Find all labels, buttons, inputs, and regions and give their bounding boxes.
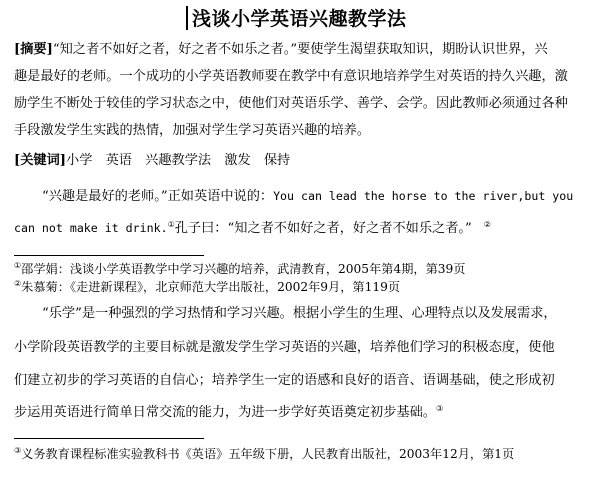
abstract-line-1	[14, 42, 548, 58]
keywords-text: 小学 英语 兴趣教学法 激发 保持	[66, 153, 291, 168]
para2-line-3: 们建立初步的学习英语的自信心；培养学生一定的语感和良好的语音、语调基础，使之形成初	[14, 373, 555, 388]
footnote-3	[14, 447, 514, 463]
footnote-separator-2	[14, 438, 204, 439]
para2-line-1: “乐学”是一种强烈的学习热情和学习兴趣。根据小学生的生理、心理特点以及发展需求，	[42, 306, 557, 321]
para1-line-1	[42, 188, 573, 205]
para1-cn-1: “兴趣是最好的老师。”正如英语中说的：	[42, 189, 274, 204]
footnote-text-2: 朱慕菊：《走进新课程》，北京师范大学出版社，2002年9月，第119页	[21, 280, 401, 294]
footnote-mark-3: ③	[14, 446, 22, 455]
footnote-separator-1	[14, 255, 204, 256]
abstract-text-1: “知之者不如好之者，好之者不如乐之者。”要使学生渴望获取知识，期盼认识世界，兴	[52, 42, 548, 57]
footnote-ref-2: ②	[483, 220, 491, 229]
para1-cn-2: 孔子曰：“知之者不如好之者，好之者不如乐之者。”	[174, 221, 472, 236]
footnote-2	[14, 280, 400, 296]
para2-line-2: 小学阶段英语教学的主要目标就是激发学生学习英语的兴趣，培养他们学习的积极态度，使他	[14, 340, 555, 355]
footnote-ref-3: ③	[436, 404, 444, 413]
para2-line-4	[14, 405, 443, 422]
abstract-line-4: 手段激发学生实践的热情，加强对学生学习英语兴趣的培养。	[14, 123, 371, 138]
keywords-line	[14, 153, 290, 169]
para1-en-2: can not make it drink.	[14, 221, 168, 235]
abstract-line-3: 励学生不断处于较佳的学习状态之中，使他们对英语乐学、善学、会学。因此教师必须通过各种	[14, 96, 568, 111]
footnote-ref-1: ①	[167, 220, 175, 229]
footnote-text-1: 邵学娟：浅谈小学英语教学中学习兴趣的培养，武清教育，2005年第4期，第39页	[21, 262, 466, 276]
abstract-tag: [摘要]	[14, 42, 53, 57]
text-cursor	[186, 6, 188, 30]
keywords-tag: [关键词]	[14, 153, 67, 168]
para2-text-4: 步运用英语进行简单日常交流的能力，为进一步学好英语奠定初步基础。	[14, 405, 436, 420]
footnote-mark-2: ②	[14, 279, 22, 288]
footnote-text-3: 义务教育课程标准实验教科书《英语》五年级下册，人民教育出版社，2003年12月，第1页	[21, 447, 515, 461]
para1-en-1: You can lead the horse to the river,but you	[273, 189, 574, 203]
footnote-1	[14, 262, 465, 278]
abstract-line-2: 趣是最好的老师。一个成功的小学英语教师要在教学中有意识地培养学生对英语的持久兴趣，激	[14, 69, 568, 84]
page-title: 浅谈小学英语兴趣教学法	[192, 8, 407, 30]
para1-line-2	[14, 220, 491, 238]
footnote-mark-1: ①	[14, 261, 22, 270]
